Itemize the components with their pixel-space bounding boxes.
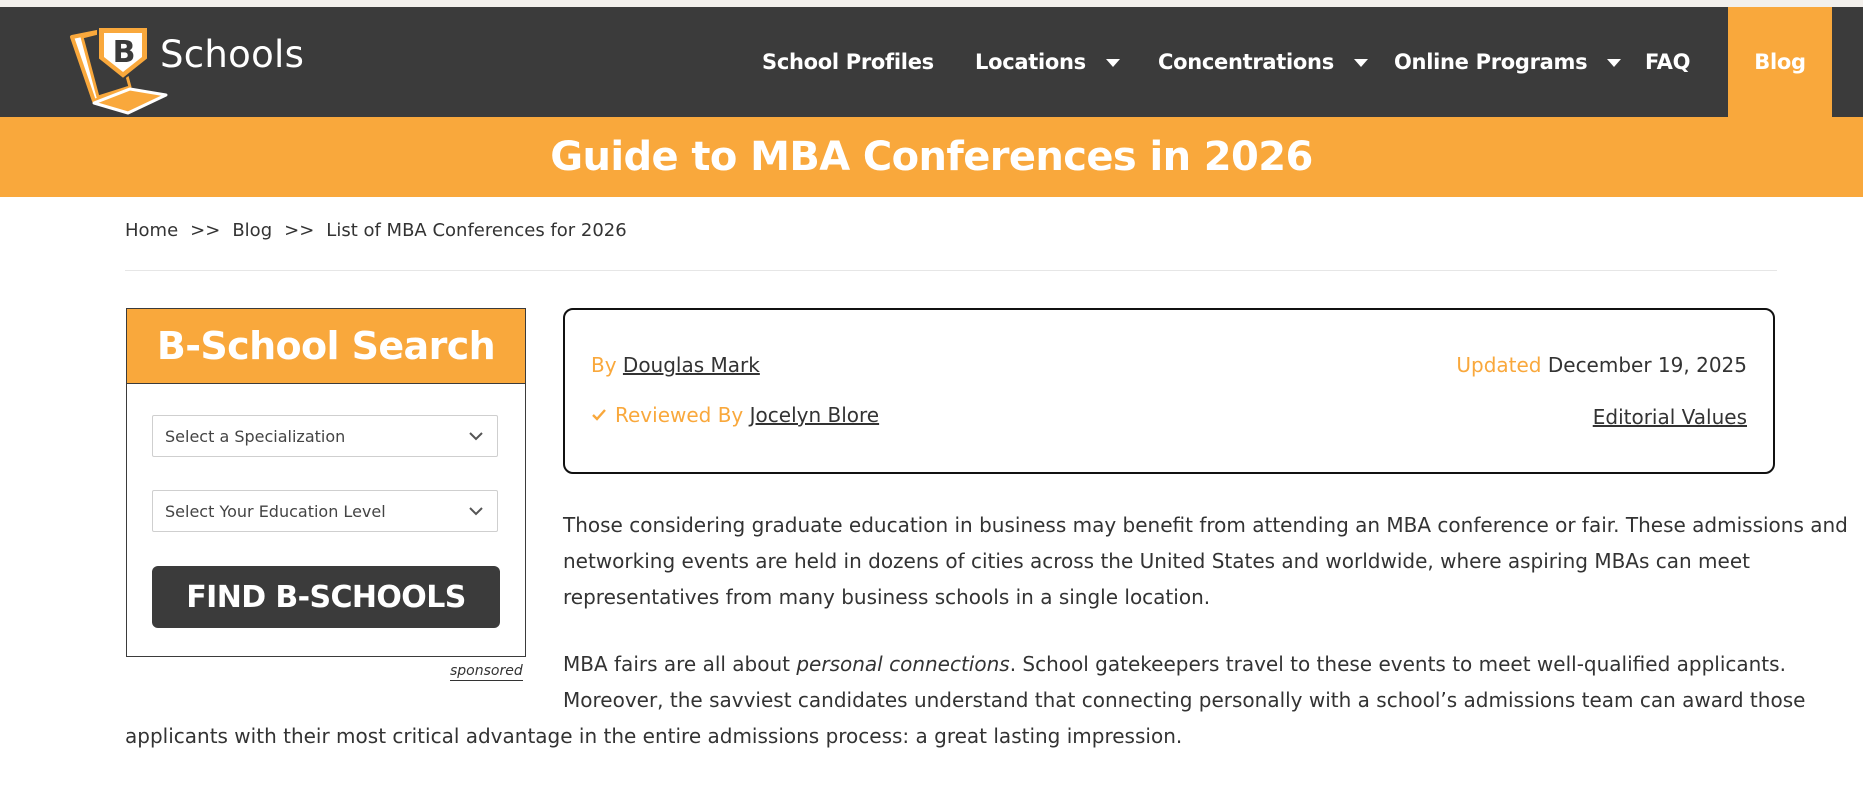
by-label: By (591, 353, 617, 377)
breadcrumb-separator: >> (284, 220, 315, 241)
paragraph-line (563, 646, 1805, 682)
hero-banner (0, 117, 1863, 197)
text-run: . School gatekeepers travel to these events to meet well-qualified applicants. (1009, 652, 1786, 676)
nav-locations[interactable] (975, 7, 1120, 117)
author-link[interactable]: Douglas Mark (622, 353, 760, 377)
nav-label: FAQ (1645, 50, 1691, 74)
b-school-search-widget (126, 308, 526, 657)
caret-down-icon (1106, 59, 1120, 67)
reviewed-by-label: Reviewed By (615, 403, 744, 427)
nav-label: Locations (975, 50, 1086, 74)
find-b-schools-button[interactable]: FIND B-SCHOOLS (152, 566, 500, 628)
nav-blog[interactable] (1728, 7, 1832, 117)
editorial-values-link[interactable]: Editorial Values (1592, 405, 1747, 429)
breadcrumb-separator: >> (190, 220, 221, 241)
education-level-select-value: Select Your Education Level (165, 501, 386, 521)
chevron-down-icon (467, 427, 485, 445)
caret-down-icon (1607, 59, 1621, 67)
nav-online-programs[interactable] (1394, 7, 1621, 117)
breadcrumb (125, 220, 627, 241)
nav-faq[interactable] (1645, 7, 1690, 117)
education-level-select[interactable] (152, 490, 498, 532)
byline-card (563, 308, 1775, 474)
breadcrumb-blog[interactable]: Blog (232, 220, 273, 241)
article-paragraph-2-top (563, 646, 1805, 718)
logo-letter: B (112, 35, 136, 70)
updated-label: Updated (1456, 353, 1542, 377)
nav-concentrations[interactable] (1158, 7, 1368, 117)
divider (125, 270, 1777, 271)
article-paragraph-1 (563, 507, 1848, 615)
breadcrumb-current: List of MBA Conferences for 2026 (326, 220, 627, 241)
emphasis-text: personal connections (796, 652, 1010, 676)
author-line (591, 353, 760, 377)
nav-label: Concentrations (1158, 50, 1334, 74)
check-icon (591, 408, 607, 422)
nav-label: Blog (1754, 50, 1806, 74)
text-run: MBA fairs are all about (563, 652, 797, 676)
caret-down-icon (1354, 59, 1368, 67)
specialization-select[interactable] (152, 415, 498, 457)
search-widget-title: B-School Search (127, 309, 525, 384)
paragraph-line: representatives from many business schools in a single location. (563, 585, 1211, 609)
nav-label: Online Programs (1394, 50, 1588, 74)
site-logo[interactable] (68, 23, 308, 119)
paragraph-line: Moreover, the savviest candidates understand that connecting personally with a school’s admissions team can award those (563, 688, 1806, 712)
updated-line (1456, 353, 1747, 377)
sponsored-label[interactable]: sponsored (450, 663, 523, 679)
paragraph-line: applicants with their most critical advantage in the entire admissions process: a great lasting impression. (125, 724, 1183, 748)
nav-label: School Profiles (762, 50, 934, 74)
reviewer-link[interactable]: Jocelyn Blore (749, 403, 880, 427)
paragraph-line: networking events are held in dozens of cities across the United States and worldwide, where aspiring MBAs can meet (563, 549, 1750, 573)
page-title: Guide to MBA Conferences in 2026 (550, 134, 1313, 180)
top-strip (0, 0, 1863, 7)
article-paragraph-2-bottom (125, 718, 1182, 754)
specialization-select-value: Select a Specialization (165, 426, 346, 446)
paragraph-line: Those considering graduate education in business may benefit from attending an MBA conference or fair. These admissions and (563, 513, 1848, 537)
logo-text: Schools (160, 33, 305, 76)
reviewer-line (591, 403, 879, 427)
nav-school-profiles[interactable] (762, 7, 934, 117)
updated-date: December 19, 2025 (1547, 353, 1747, 377)
breadcrumb-home[interactable]: Home (125, 220, 179, 241)
chevron-down-icon (467, 502, 485, 520)
